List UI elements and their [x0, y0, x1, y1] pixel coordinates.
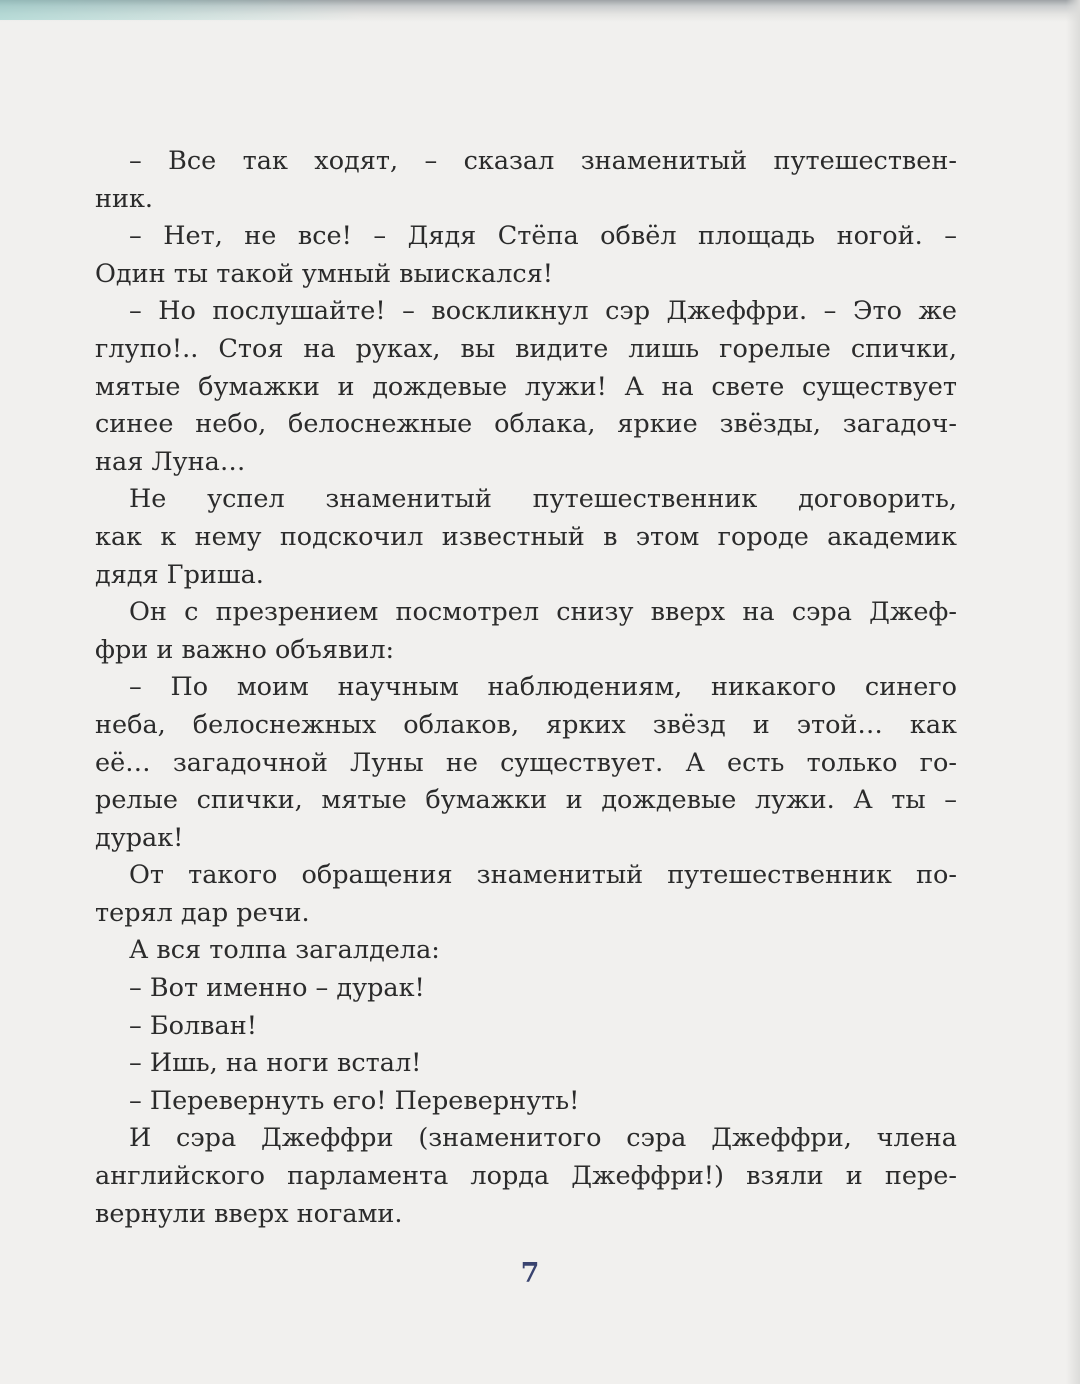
text-line: ная Луна… — [95, 446, 246, 477]
text-line: дурак! — [95, 822, 184, 853]
text-line: От такого обращения знаменитый путешественник по- — [129, 860, 957, 891]
text-line: вернули вверх ногами. — [95, 1198, 403, 1229]
page-top-tint — [0, 0, 360, 20]
text-line: – По моим научным наблюдениям, никакого синего — [129, 672, 957, 703]
text-line: неба, белоснежных облаков, ярких звёзд и этой… как — [95, 709, 957, 740]
page-number: 7 — [520, 1258, 540, 1289]
text-line: – Перевернуть его! Перевернуть! — [129, 1085, 580, 1116]
body-text — [95, 143, 957, 1233]
text-line: английского парламента лорда Джеффри!) взяли и пере- — [95, 1161, 957, 1192]
text-line: – Ишь, на ноги встал! — [129, 1048, 422, 1079]
page-right-edge — [1066, 0, 1080, 1384]
text-line: мятые бумажки и дождевые лужи! А на свете существует — [95, 371, 957, 402]
text-line: как к нему подскочил известный в этом городе академик — [95, 521, 957, 552]
text-line: Не успел знаменитый путешественник договорить, — [129, 484, 957, 515]
text-line: фри и важно объявил: — [95, 634, 395, 665]
text-line: – Но послушайте! – воскликнул сэр Джеффри. – Это же — [129, 296, 957, 327]
text-line: терял дар речи. — [95, 897, 310, 928]
text-line: – Вот именно – дурак! — [129, 973, 425, 1004]
text-line: релые спички, мятые бумажки и дождевые лужи. А ты – — [95, 785, 957, 816]
text-line: И сэра Джеффри (знаменитого сэра Джеффри, члена — [129, 1123, 957, 1154]
text-line: А вся толпа загалдела: — [129, 935, 440, 966]
text-line: синее небо, белоснежные облака, яркие звёзды, загадоч- — [95, 409, 957, 440]
text-line: Один ты такой умный выискался! — [95, 258, 554, 289]
text-line: – Все так ходят, – сказал знаменитый путешествен- — [129, 146, 957, 176]
text-line: ник. — [95, 183, 154, 214]
text-line: её… загадочной Луны не существует. А есть только го- — [95, 747, 957, 778]
text-line: дядя Гриша. — [95, 559, 264, 590]
text-line: Он с презрением посмотрел снизу вверх на сэра Джеф- — [129, 597, 957, 628]
text-line: – Болван! — [129, 1010, 257, 1041]
text-line: – Нет, не все! – Дядя Стёпа обвёл площадь ногой. – — [129, 221, 957, 252]
text-line: глупо!.. Стоя на руках, вы видите лишь горелые спички, — [95, 333, 957, 364]
